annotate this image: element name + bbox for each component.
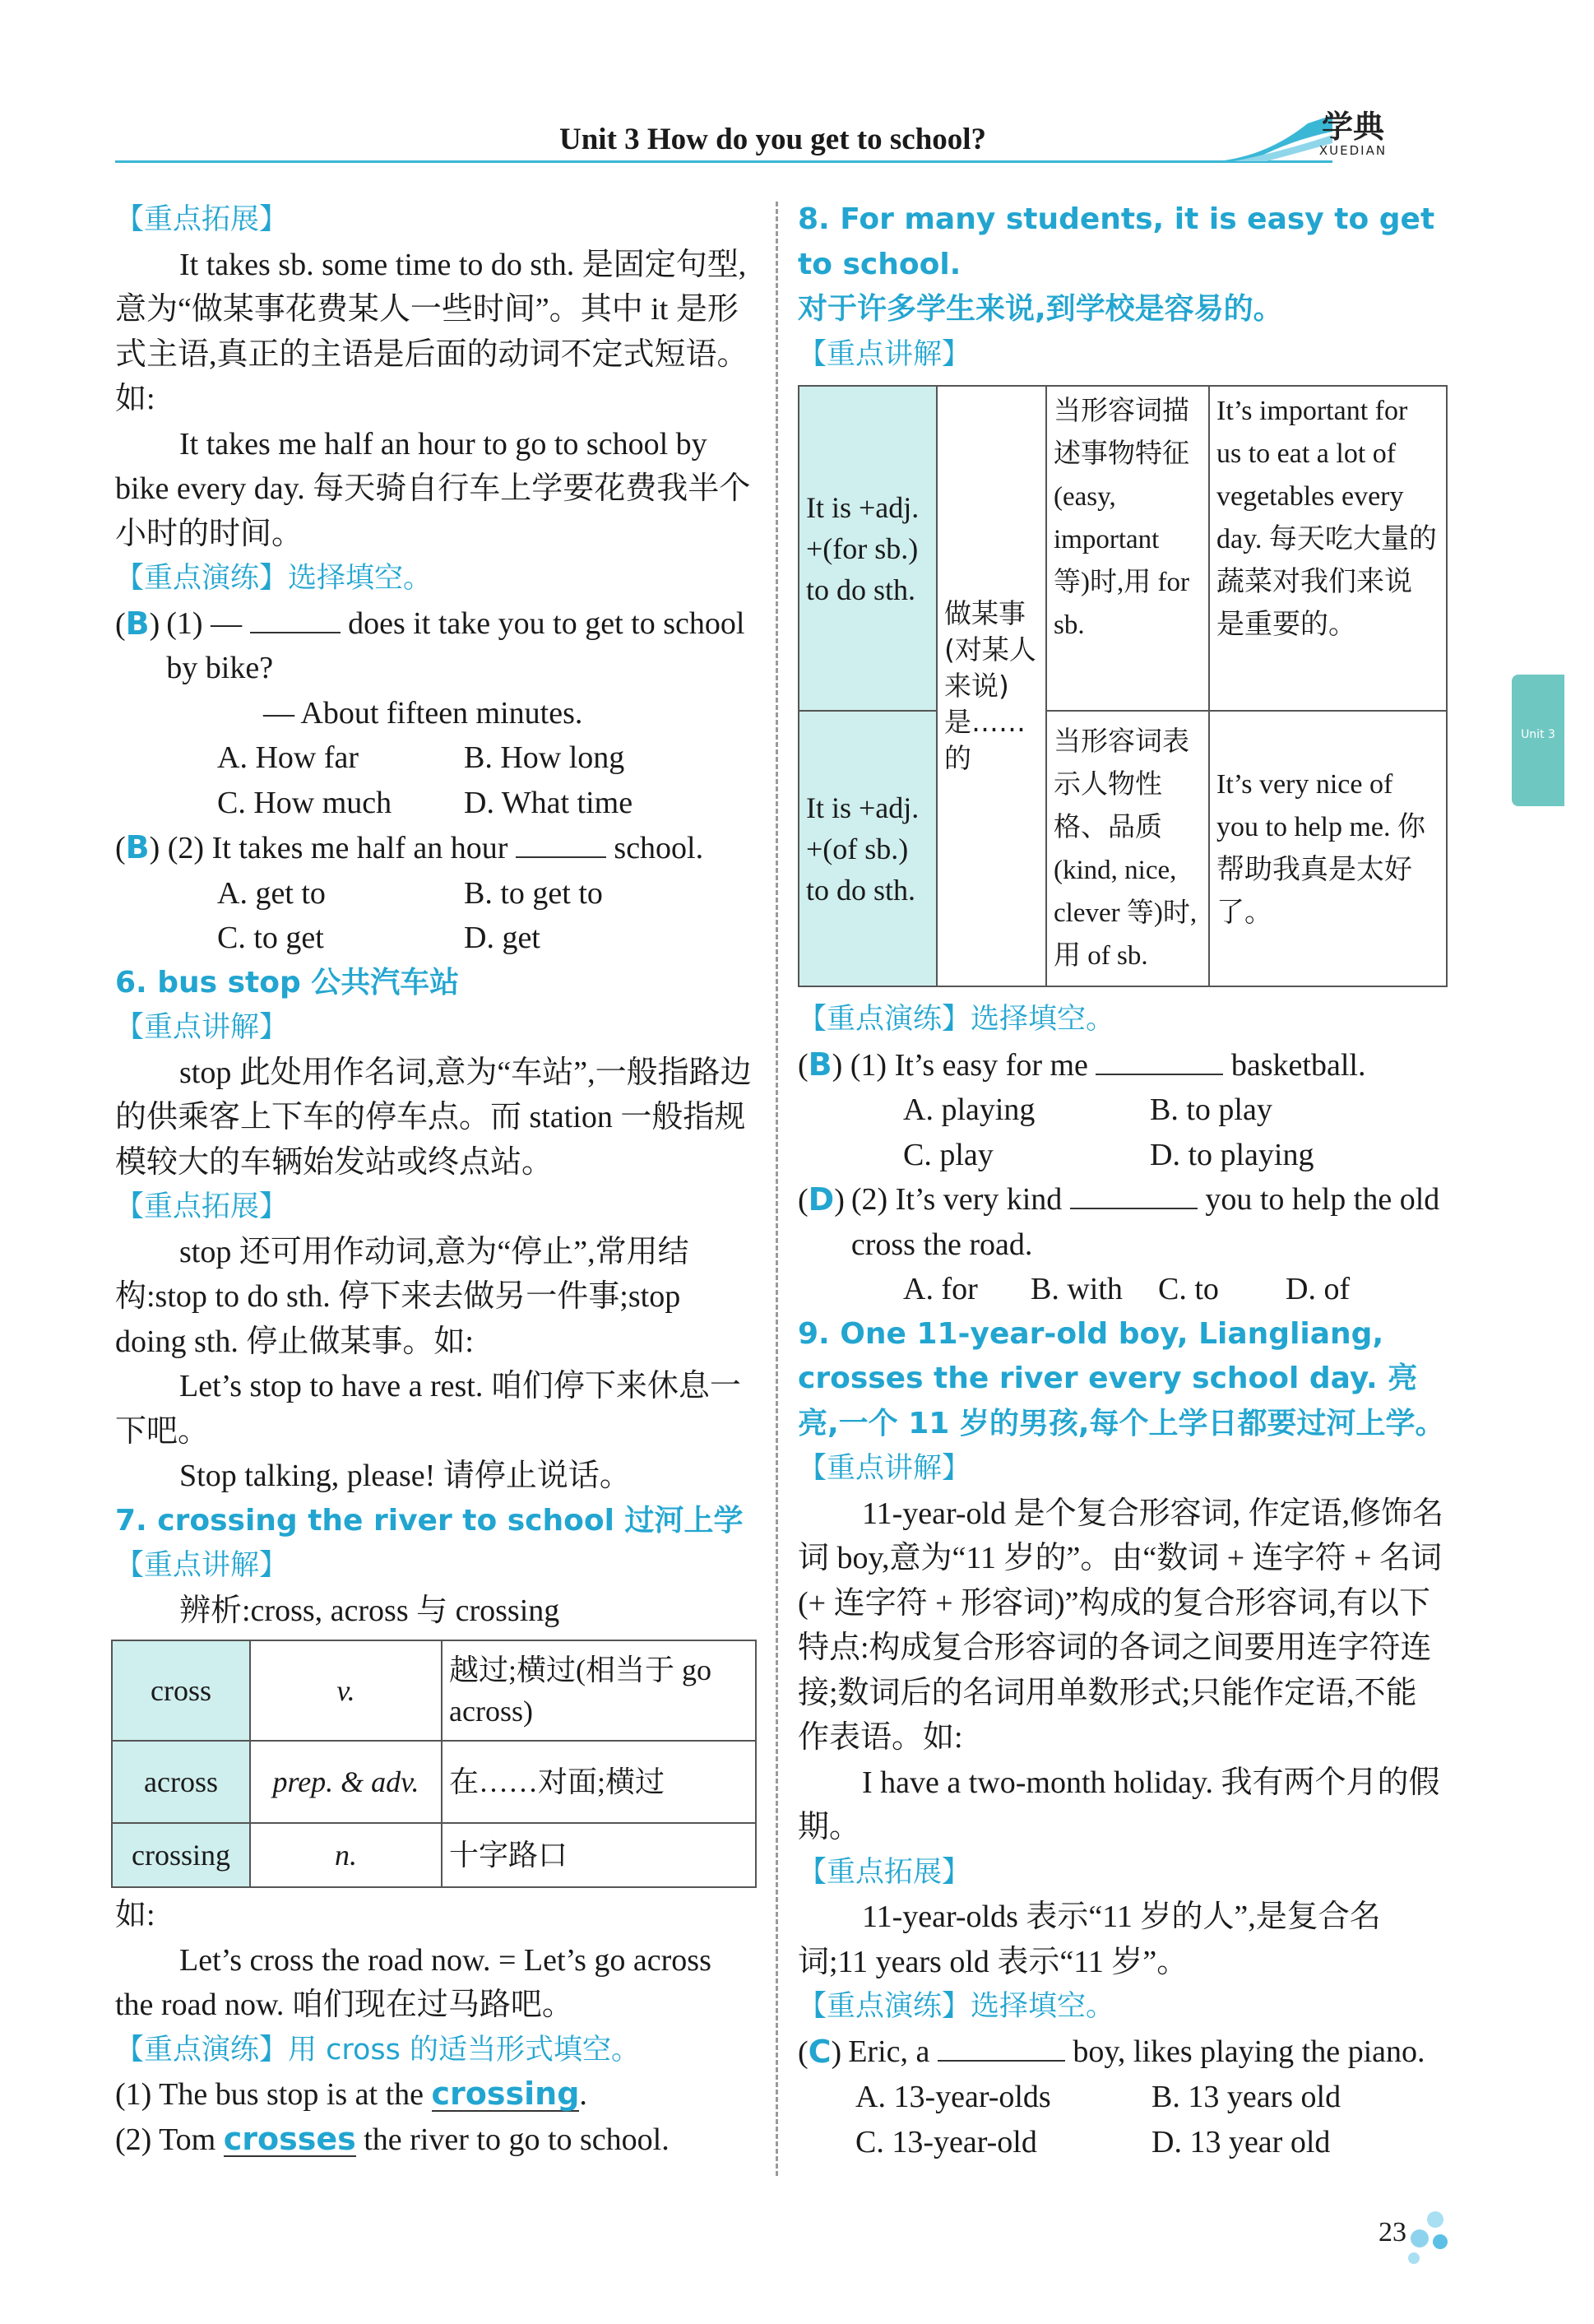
unit-side-tab [1512,675,1564,806]
paragraph: Stop talking, please! 请停止说话。 [179,1459,631,1493]
left-column [115,197,757,2162]
answer: C [808,2033,832,2070]
table-cell: 在……对面;横过 [442,1741,756,1823]
cross-across-crossing-table [111,1640,757,1888]
table-row [112,1640,756,1741]
table-row [799,711,1447,986]
table-cell: across [112,1741,250,1823]
answer-blank [1070,1183,1198,1209]
it-is-adj-table [798,385,1448,987]
paragraph: Let’s cross the road now. = Let’s go across the road now. 咱们现在过马路吧。 [115,1942,711,2022]
paragraph: It takes sb. some time to do sth. 是固定句型,意为“做某事花费某人一些时间”。其中 it 是形式主语,真正的主语是后面的动词不定式短语。如: [115,247,748,416]
option-row: C. How much D. What time [217,785,633,820]
table-cell: It is +adj. +(for sb.) to do sth. [799,386,937,711]
option-row: C. 13-year-old D. 13 year old [855,2124,1331,2159]
section-label: 【重点拓展】 [798,1855,971,1889]
answer-blank [250,607,341,633]
table-row [799,386,1447,711]
section-label: 【重点讲解】 [115,1549,289,1582]
reply: — About fifteen minutes. [263,695,583,731]
paragraph: stop 还可用作动词,意为“停止”,常用结构:stop to do sth. 停下来去做另一件事;stop doing sth. 停止做某事。如: [115,1234,689,1359]
fill-answer: crosses [223,2120,356,2157]
answer: D [808,1181,835,1218]
answer: B [125,829,150,865]
table-row [112,1741,756,1823]
page-number: 23 [1379,2217,1406,2247]
paragraph: Let’s stop to have a rest. 咱们停下来休息一下吧。 [115,1369,741,1449]
question-2: (B) (2) It takes me half an hour school. [115,829,704,865]
option-row: A. How far B. How long [217,740,625,775]
option-row: A. playing B. to play [903,1092,1272,1127]
question-3: (C) Eric, a boy, likes playing the piano. [798,2033,1425,2070]
fill-answer: crossing [431,2076,580,2112]
option-row: C. to get D. get [217,921,540,955]
table-row [112,1823,756,1887]
answer-blank [516,832,606,858]
header-title: Unit 3 How do you get to school? [559,123,987,156]
section-label: 【重点讲解】 [115,1011,289,1044]
table-cell: 越过;横过(相当于 go across) [442,1640,756,1741]
section-heading: 7. crossing the river to school 过河上学 [115,1503,744,1538]
table-cell: 当形容词表示人物性格、品质(kind, nice, clever 等)时,用 of sb. [1046,711,1209,986]
table-cell: v. [250,1640,442,1741]
section-heading: 8. For many students, it is easy to get to school. [798,202,1435,281]
table-cell: It is +adj. +(of sb.) to do sth. [799,711,937,986]
section-heading-cn: 对于许多学生来说,到学校是容易的。 [798,292,1283,326]
section-heading: 9. One 11-year-old boy, Liangliang, crosses the river every school day. 亮亮,一个 11 岁的男孩,每个上学日都要过河上学。 [798,1316,1445,1440]
answer: B [808,1046,832,1083]
table-cell: 十字路口 [442,1823,756,1887]
answer: B [125,605,150,642]
right-column [798,197,1448,2164]
section-label: 【重点演练】选择填空。 [798,1003,1115,1036]
question-2: (D) (2) It’s very kind you to help the old cross the road. [798,1181,1440,1262]
section-label: 【重点拓展】 [115,1190,289,1223]
paragraph: 11-year-old 是个复合形容词, 作定语,修饰名词 boy,意为“11 岁的”。由“数词 + 连字符 + 名词(+ 连字符 + 形容词)”构成的复合形容词,有以下特点:构成复合形容词的各词之间要用连字符连接;数词后的名词用单数形式;只能作定语,不能作表语。如: [798,1496,1444,1755]
table-cell: 当形容词描述事物特征(easy, important 等)时,用 for sb. [1046,386,1209,711]
table-cell: 做某事(对某人来说)是……的 [937,386,1046,986]
fill-question-2: (2) Tom crosses the river to go to school. [115,2120,670,2157]
answer-blank [938,2035,1065,2062]
question-1: (B) (1) — does it take you to get to school by bike? [115,605,745,685]
table-cell: n. [250,1823,442,1887]
unit-side-tab-label: Unit 3 [1521,728,1555,741]
paragraph: stop 此处用作名词,意为“车站”,一般指路边的供乘客上下车的停车点。而 station 一般指规模较大的车辆始发站或终点站。 [115,1055,752,1180]
paragraph: 如: [115,1898,155,1932]
option-row: A. get to B. to get to [217,875,603,911]
section-label: 【重点演练】选择填空。 [115,562,433,595]
table-cell: It’s important for us to eat a lot of vegetables every day. 每天吃大量的蔬菜对我们来说是重要的。 [1209,386,1447,711]
header-rule [115,160,1332,163]
paragraph: 辨析:cross, across 与 crossing [179,1593,560,1628]
section-label: 【重点讲解】 [798,1452,971,1485]
section-label: 【重点讲解】 [798,337,971,371]
option-row: C. play D. to playing [903,1137,1314,1172]
table-cell: crossing [112,1823,250,1887]
paragraph: I have a two-month holiday. 我有两个月的假期。 [798,1765,1440,1844]
table-cell: It’s very nice of you to help me. 你帮助我真是太好了。 [1209,711,1447,986]
section-label: 【重点演练】选择填空。 [798,1990,1115,2023]
section-label: 【重点演练】用 cross 的适当形式填空。 [115,2033,640,2067]
option-row: A. for B. with C. to D. of [903,1272,1351,1306]
fill-question-1: (1) The bus stop is at the crossing. [115,2076,587,2112]
xuedian-logo: 学典 XUEDIAN [1318,109,1388,158]
section-label: 【重点拓展】 [115,203,289,236]
paragraph: It takes me half an hour to go to school by bike every day. 每天骑自行车上学要花费我半个小时的时间。 [115,426,751,551]
table-cell: prep. & adv. [250,1741,442,1823]
table-cell: cross [112,1640,250,1741]
question-1: (B) (1) It’s easy for me basketball. [798,1046,1366,1083]
paragraph: 11-year-olds 表示“11 岁的人”,是复合名词;11 years old 表示“11 岁”。 [798,1900,1381,1979]
column-divider [776,202,778,2176]
section-heading: 6. bus stop 公共汽车站 [115,965,460,1000]
option-row: A. 13-year-olds B. 13 years old [855,2080,1341,2114]
page-header [115,115,1448,165]
answer-blank [1096,1049,1223,1075]
